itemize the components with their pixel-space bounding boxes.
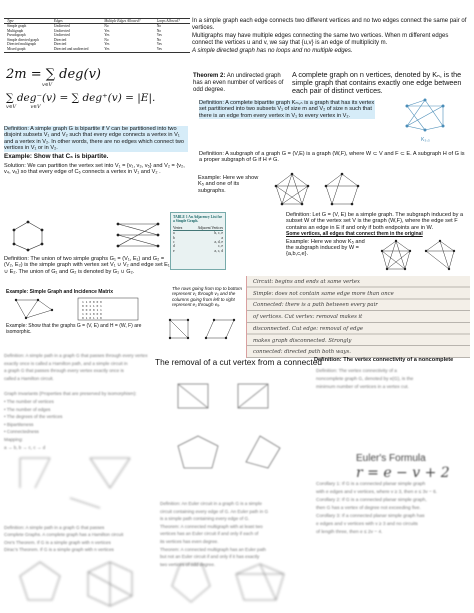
blurred-line: vertices has an Euler circuit if and only if each of [160,531,259,537]
vertex-connectivity-heading: Definition: The vertex connectivity of a noncomplete [314,357,454,363]
table-cell: Directed [53,42,67,47]
table-cell: b [173,235,175,240]
solution-c6: Solution: We can partition the vertex set into V₁ = {v₁, v₃, v₅} and V₂ = {v₂, v₄, v₆} so that every edge of C₆ connects a vertex in V₁ and V₂ . [4,163,185,176]
c6-bipartite-diagram [8,218,178,252]
blurred-line: Ore's Theorem. If G is a simple graph with n vertices [4,539,111,545]
blurred-line: Definition: A simple path in a graph G that passes through every vertex [4,353,148,358]
blurred-line: Dirac's Theorem. If G is a simple graph with n vertices [4,547,114,553]
svg-text:0 0 1 1 0 1: 0 0 1 1 0 1 [82,304,102,308]
theorem-2-label: Theorem 2: [193,73,226,79]
table-cell: No [156,37,162,42]
theorem-2-text: An undirected graph has an even number of vertices of odd degree. [193,73,284,93]
table-cell: Undirected [53,33,70,38]
blurred-line: • The degrees of the vertices [4,414,63,420]
blurred-bottom-left [4,524,154,554]
handwritten-line: of vertices. Cut vertex: removal makes it [253,314,363,321]
blurred-graphs-mid [168,376,308,496]
table-header: Type [4,19,51,24]
example-c6: Example: Show that C₆ is bipartite. [4,152,109,160]
blurred-line: Euler's Formula [356,453,426,464]
blurred-right-column [316,368,470,537]
isomorphic-example: Example: Show that the graphs G = (V, E) and H = (W, F) are isomorphic. [6,323,142,335]
table-cell: Pseudograph [7,33,26,38]
table-header: Adjacent Vertices [197,225,223,230]
blurred-line: e edges and v vertices with v ≥ 3 and no circuits [316,522,418,527]
bipartite-def [4,126,188,176]
svg-text:0 1 0 1 1 0: 0 1 0 1 1 0 [82,316,102,320]
incidence-diagram [8,296,158,322]
svg-text:1 1 0 0 0 0: 1 1 0 0 0 0 [82,300,102,304]
table-cell: a [221,235,223,240]
table-cell: Yes [104,46,110,51]
blurred-graphs-left [10,448,160,518]
complete-bipartite-def [199,100,375,119]
table-row [173,249,223,253]
blurred-graphs-bottom [10,556,310,610]
formula-subscript: v∈V [42,82,53,88]
table-cell: Yes [104,42,110,47]
table-cell: Yes [156,42,162,47]
blurred-line: Theorem: A connected multigraph with at least two [160,523,263,529]
handwritten-line: connected: directed path both ways. [253,349,351,356]
multigraph-def: Multigraphs may have multiple edges connecting the same two vertices. When m different edges connect the vertices u and v, we say that {u,v} is an edge of multiplicity m. [192,32,449,46]
table-cell: Simple graph [7,24,27,28]
table-header: Multiple Edges Allowed? [101,19,153,24]
table-cell: Undirected [53,28,70,33]
blurred-line: • The number of edges [4,406,51,412]
blurred-left-column [4,352,154,451]
blurred-line: • Connectedness [4,429,39,435]
table-cell: b, c, e [214,231,223,236]
cut-vertex-heading: The removal of a cut vertex from a connected [155,357,322,367]
blurred-line: called a Hamilton circuit. [4,375,54,381]
blurred-line: Graph Invariants (Properties that are preserved by isomorphism): [4,391,137,397]
table-cell: No [156,24,162,28]
k33-label: K₃,₃ [421,137,430,143]
complete-bipartite-text: Definition: A complete bipartite graph Kₘ,ₙ is a graph that has its vertex set partitioned into two subsets V₁ of size m and V₂ of size n such that there is an edge from every vertex in V₁ to every vertex in V₂. [199,100,375,119]
blurred-line: Corollary 1: If G is a connected planar simple graph [316,482,426,487]
table-cell: Yes [156,33,162,38]
simple-graph-def: In a simple graph each edge connects two different vertices and no two edges connect the same pair of vertices. [192,18,467,31]
induced-note: Some vertices, all edges that connect them in the original [286,231,423,238]
table-header: Loops Allowed? [154,19,190,24]
table-cell: e [173,248,175,253]
handwritten-line: Connected: there is a path between every pair [253,302,378,309]
blurred-line: • Bipartiteness [4,421,34,427]
svg-text:0 0 0 0 1 1: 0 0 0 0 1 1 [82,308,102,312]
handwritten-line: makes graph disconnected. Strongly [253,337,352,344]
graph-types-text [192,18,468,55]
table-cell: a, c, d [214,248,223,253]
blurred-line: two vertices of odd degree. [160,561,216,567]
blurred-line: Complete Graphs. A complete graph has a Hamilton circuit [4,532,124,538]
table-cell: Yes [104,33,110,38]
table-cell: Directed [53,37,67,42]
edge-type-table-block [4,18,190,53]
formula-directed-degree: ∑ deg⁻(v) = ∑ deg⁺(v) = |E|. [6,92,156,104]
simple-directed-graph-def: A simple directed graph has no loops and no multiple edges. [192,47,353,54]
table-header: Vertex [173,225,183,230]
table-cell: Multigraph [7,28,24,33]
k5-subgraph-diagrams [272,170,468,210]
handwritten-line: Simple: does not contain same edge more than once [253,290,394,297]
table-cell: a [173,231,175,236]
bipartite-def-text: Definition: A simple graph G is bipartite if V can be partitioned into two disjoint subsets V₁ and V₂ such that every edge connects a vertex in V₁ and a vertex in V₂. In other words, there are no edges which connect two vertices in V₁ or in V₂. [4,126,188,152]
table-cell: a, d, e [214,240,223,245]
theorem-2 [193,73,289,94]
blurred-line: of length three, then e ≤ 2v − 4. [316,530,383,535]
table-cell: No [104,37,109,42]
blurred-line: circuit containing every edge of G. An Euler path in G [160,508,269,514]
table-cell: Directed multigraph [7,42,37,47]
formula-subscript-2: v∈V v∈V [6,104,41,110]
blurred-line: a graph G that passes through every vertex exactly once is [4,368,124,374]
handwritten-line: disconnected. Cut edge: removal of edge [253,325,363,332]
induced-def-text: Definition: Let G = (V, E) be a simple graph. The subgraph induced by a subset W of the vertex set V is the graph (W,F), where the edge set F contains an edge in E if and only if both endpoints are in W. [286,212,464,231]
blurred-line: Mapping: [4,436,23,442]
blurred-line: then G has a vertex of degree not exceeding five. [316,506,421,511]
handshake-formula [6,68,190,110]
blurred-line: its vertices has even degree. [160,538,219,544]
table-cell: Mixed graph [7,46,26,51]
table-cell: c [173,240,175,245]
blurred-line: with e edges and v vertices, where v ≥ 3, then e ≤ 3v − 6. [316,490,438,495]
union-def: Definition: The union of two simple graphs G₁ = (V₁, E₁) and G₂ = (V₂, E₂) is the simple graph with vertex set V₁ ∪ V₂ and edge set E₁ ∪ E₂. The union of G₁ and G₂ is denoted by G₁ ∪ G₂. [4,256,170,275]
table-cell: c, e [218,244,223,249]
table-cell: Directed and undirected [53,46,89,51]
subgraph-def: Definition: A subgraph of a graph G = (V,E) is a graph (W,F), where W ⊂ V and F ⊂ E. A subgraph H of G is a proper subgraph of G if H ≠ G. [199,151,465,164]
table-cell: Simple directed graph [7,37,39,42]
blurred-line: Corollary 3: If a connected planar simple graph has [316,514,425,519]
table-row [4,47,190,52]
table-cell: Undirected [53,24,70,28]
isomorphic-graphs-diagram [166,316,246,342]
k33-diagram [395,96,455,146]
blurred-line: Corollary 2: If G is a connected planar simple graph, [316,498,427,503]
table-cell: No [104,24,109,28]
blurred-line: exactly once is called a Hamilton path, and a simple circuit in [4,360,128,366]
induced-subgraph-diagrams [378,238,468,274]
incidence-example: Example: Simple Graph and Incidence Matrix [6,289,113,295]
adjacency-table-title: TABLE 1 An Adjacency List for a Simple Graph. [173,215,223,224]
table-cell: Yes [104,28,110,33]
edge-type-table [4,18,190,53]
adjacency-list-table [170,212,226,270]
blurred-line: Theorem: A connected multigraph has an Euler path [160,546,266,552]
example-k5: Example: Here we show K₅ and one of its subgraphs. [198,175,259,194]
blurred-line: r = e − v + 2 [356,465,450,481]
formula-degree-sum: 2m = ∑ deg(v) [6,67,101,82]
incidence-note: The rows going from top to bottom represent v₁ through v₅ and the columns going from left to right represent e₁ through e₆. [172,286,242,308]
table-cell: Yes [156,46,162,51]
table-header: Edges [51,19,101,24]
example-induced: Example: Here we show K₅ and the subgraph induced by W = {a,b,c,e}. [286,238,365,258]
blurred-line: Definition: A simple path in a graph G that passes [4,525,105,530]
blurred-line: but not an Euler circuit if and only if it has exactly [160,554,260,560]
blurred-line: is a simple path containing every edge of G. [160,516,250,522]
blurred-line: minimum number of vertices in a vertex cut. [316,385,409,390]
blurred-line: Definition: The vertex connectivity of a [316,369,397,374]
blurred-line: • The number of vertices [4,398,54,404]
handwritten-notes [246,276,470,358]
table-cell: No [156,28,162,33]
blurred-line: noncomplete graph G, denoted by κ(G), is the [316,377,414,382]
handwritten-line: Circuit: begins and ends at same vertex [253,279,360,285]
svg-text:1 0 1 0 0 0: 1 0 1 0 0 0 [82,312,102,316]
blurred-line: a → b, b → c, c → d [4,444,46,450]
table-cell: d [173,244,175,249]
blurred-line: Definition: An Euler circuit in a graph G is a simple [160,501,262,506]
complete-graph-def: A complete graph on n vertices, denoted by Kₙ, is the simple graph that contains exactly one edge between each pair of distinct vertices. [292,70,462,95]
